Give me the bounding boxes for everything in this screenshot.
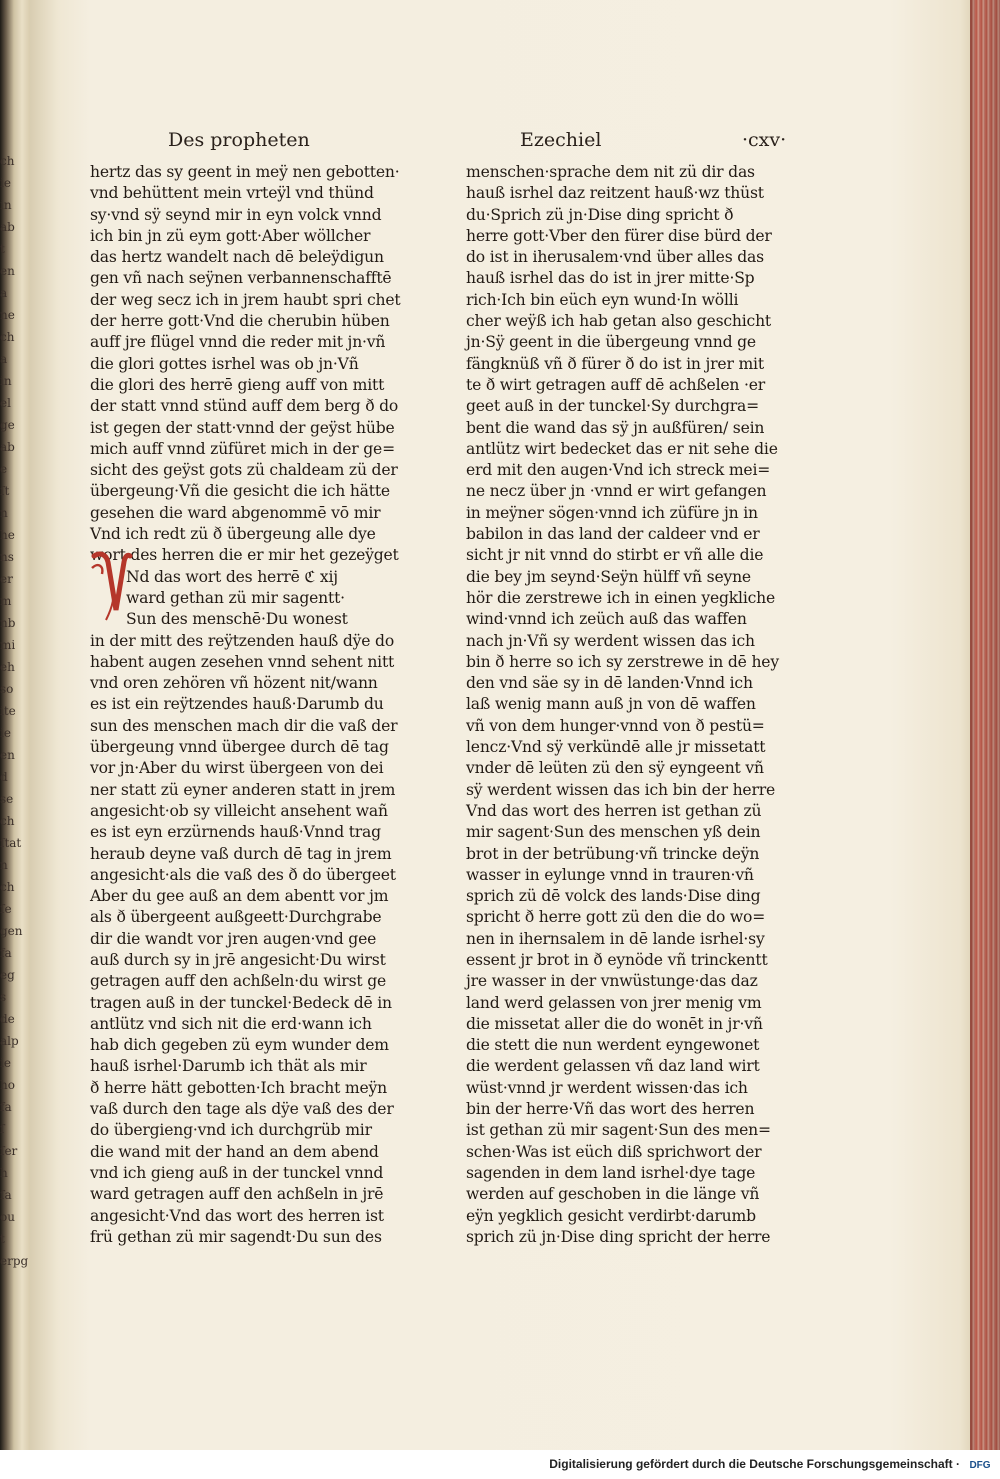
left-page-fragment: ab	[0, 440, 15, 454]
text-line: sy·vnd sÿ seynd mir in eyn volck vnnd	[90, 205, 382, 224]
text-line: mir sagent·Sun des menschen yß dein	[466, 823, 761, 842]
left-page-fragment: ie	[0, 726, 11, 740]
text-line: hör die zerstrewe ich in einen yegkliche	[466, 588, 776, 607]
text-line: brot in der betrübung·vñ trincke deÿn	[466, 844, 760, 863]
text-line: wort des herren die er mir het gezeÿget	[90, 546, 399, 565]
text-line: übergeung vnnd übergee durch dē tag	[90, 738, 389, 757]
text-line: hauß isrhel das do ist in jrer mitte·Sp	[466, 269, 755, 288]
left-page-fragment: a	[0, 352, 8, 366]
left-page-fragment: ch	[0, 814, 15, 828]
left-page-fragment: ſe	[0, 902, 12, 916]
text-line: in der mitt des reÿtzenden hauß dÿe do	[90, 631, 395, 650]
text-line: ne necz über jn ·vnnd er wirt gefangen	[466, 482, 767, 501]
left-page-fragment: ou	[0, 1210, 15, 1224]
text-line: eÿn yegklich gesicht verdirbt·darumb	[466, 1206, 756, 1225]
text-line: den vnd säe sy in dē landen·Vnnd ich	[466, 674, 753, 693]
text-line: sprich zü jn·Dise ding spricht der herre	[466, 1227, 771, 1246]
text-line: getragen auff den achßeln·du wirst ge	[90, 972, 387, 991]
text-line: Vnd das wort des herren ist gethan zü	[466, 801, 762, 820]
text-line: auß durch sy in jrē angesicht·Du wirst	[90, 950, 386, 969]
text-line: sÿ werdent wissen das ich bin der herre	[466, 780, 776, 799]
text-line: babilon in das land der caldeer vnd er	[466, 525, 760, 544]
text-line: fängknüß vñ ð fürer ð do ist in jrer mit	[466, 354, 764, 373]
dfg-logo-text: DFG	[969, 1460, 991, 1471]
text-line: das hertz wandelt nach dē beleÿdigun	[90, 248, 384, 267]
left-page-fragment: ne	[0, 308, 15, 322]
text-line: bin der herre·Vñ das wort des herren	[466, 1100, 755, 1119]
text-line: vor jn·Aber du wirst übergeen von dei	[90, 759, 384, 778]
text-line: es ist eyn erzürnends hauß·Vnnd trag	[90, 823, 381, 842]
text-line: ich bin jn zü eym gott·Aber wöllcher	[90, 226, 371, 245]
text-line: wüst·vnnd jr werdent wissen·das ich	[466, 1078, 748, 1097]
text-line: vaß durch den tage als dÿe vaß des der	[90, 1100, 394, 1119]
text-line: frü gethan zü mir sagendt·Du sun des	[90, 1227, 382, 1246]
text-line: gen vñ nach seÿnen verbannenschafftē	[90, 269, 392, 288]
left-page-fragment: alp	[0, 1034, 19, 1048]
text-line: Aber du gee auß an dem abentt vor jm	[90, 887, 389, 906]
text-line: sun des menschen mach dir die vaß der	[90, 716, 398, 735]
left-page-fragment: t	[0, 242, 5, 256]
left-page-fragment: ſt	[0, 484, 10, 498]
text-line: der herre gott·Vnd die cherubin hüben	[90, 312, 390, 331]
text-line-beside-initial: Sun des menschē·Du wonest	[126, 610, 348, 629]
text-line: vnd ich gieng auß in der tunckel vnnd	[90, 1163, 384, 1182]
text-line: bent die wand das sÿ jn außfüren/ sein	[466, 418, 765, 437]
left-page-fragment: fa	[0, 1100, 12, 1114]
rubricated-initial	[90, 548, 130, 628]
left-page-fragment: ns	[0, 550, 14, 564]
left-page-fragment: ch	[0, 154, 15, 168]
left-page-fragment: ch	[0, 330, 15, 344]
text-line: heraub deyne vaß durch dē tag in jrem	[90, 844, 392, 863]
left-page-fragment: ſtat	[0, 836, 22, 850]
text-line: essent jr brot in ð eynöde vñ trinckentt	[466, 950, 768, 969]
text-line: do übergieng·vnd ich durchgrüb mir	[90, 1121, 372, 1140]
text-line: übergeung·Vñ die gesicht die ich hätte	[90, 482, 390, 501]
left-page-fragment: n	[0, 858, 8, 872]
text-line: laß wenig mann auß jn von dē waffen	[466, 695, 756, 714]
text-line-beside-initial: ward gethan zü mir sagentt·	[126, 588, 345, 607]
text-line: du·Sprich zü jn·Dise ding spricht ð	[466, 205, 734, 224]
left-page-fragment: ie	[0, 176, 11, 190]
left-page-fragment: en	[0, 748, 15, 762]
left-page-fragment: h	[0, 1166, 8, 1180]
text-line: lencz·Vnd sÿ verkündē alle jr missetatt	[466, 738, 766, 757]
text-line: nach jn·Vñ sy werdent wissen das ich	[466, 631, 755, 650]
left-page-fragment: er	[0, 572, 13, 586]
left-page-fragment: mi	[0, 638, 16, 652]
left-page-fragment: eg	[0, 968, 15, 982]
text-line: hab dich gegeben zü eym wunder dem	[90, 1036, 389, 1055]
text-line: die glori des herrē gieng auff von mitt	[90, 375, 385, 394]
text-line: die missetat aller die do wonēt in jr·vñ	[466, 1014, 763, 1033]
text-line: land werd gelassen von jrer menig vm	[466, 993, 762, 1012]
text-line: in meÿner sögen·vnnd ich züfüre jn in	[466, 503, 758, 522]
text-line: sicht jr nit vnnd do stirbt er vñ alle die	[466, 546, 764, 565]
text-line: sprich zü dē volck des lands·Dise ding	[466, 887, 761, 906]
text-line: erd mit den augen·Vnd ich streck mei=	[466, 461, 771, 480]
footer-bar	[0, 1450, 1000, 1479]
left-page-fragment: ge	[0, 418, 15, 432]
left-page-fragment: el	[0, 396, 11, 410]
left-page-fragment: erpg	[0, 1254, 29, 1268]
text-line: cher weÿß ich hab getan also geschicht	[466, 312, 771, 331]
text-line: es ist ein reÿtzendes hauß·Darumb du	[90, 695, 384, 714]
text-line: Vnd ich redt zü ð übergeung alle dye	[90, 525, 376, 544]
text-line: jre wasser in der vnwüstunge·das daz	[466, 972, 758, 991]
left-page-fragment: m	[0, 594, 12, 608]
text-line: ð herre hätt gebotten·Ich bracht meÿn	[90, 1078, 387, 1097]
funding-notice: Digitalisierung gefördert durch die Deutsche Forschungsgemeinschaft ·	[549, 1457, 960, 1471]
dfg-logo-icon	[966, 1456, 994, 1472]
text-line: der weg secz ich in jrem haubt spri chet	[90, 290, 401, 309]
text-line: mich auff vnnd züfüret mich in der ge=	[90, 439, 395, 458]
left-page-fragment: n	[0, 506, 8, 520]
text-line: dir die wandt vor jren augen·vnd gee	[90, 929, 377, 948]
left-text-column	[90, 162, 420, 1248]
text-line: nen in ihernsalem in dē lande isrhel·sy	[466, 929, 765, 948]
left-page-fragment: in	[0, 198, 12, 212]
left-page-fragment: ſer	[0, 1144, 18, 1158]
text-line: ist gethan zü mir sagent·Sun des men=	[466, 1121, 771, 1140]
text-line: geet auß in der tunckel·Sy durchgra=	[466, 397, 759, 416]
text-line: gesehen die ward abgenommē vō mir	[90, 503, 381, 522]
running-head-center: Ezechiel	[520, 129, 602, 151]
text-line: die bey jm seynd·Seÿn hülff vñ seyne	[466, 567, 751, 586]
text-line: jn·Sÿ geent in die übergeung vnnd ge	[466, 333, 756, 352]
left-page-fragment: nb	[0, 616, 16, 630]
left-page-fragment: s	[0, 990, 7, 1004]
text-line: die wand mit der hand an dem abend	[90, 1142, 379, 1161]
text-line: vnd oren zehören vñ hözent nit/wann	[90, 674, 378, 693]
right-text-column	[466, 162, 796, 1248]
left-page-fragment: a	[0, 286, 8, 300]
text-line: hertz das sy geent in meÿ nen gebotten·	[90, 163, 400, 181]
text-line: der statt vnnd stünd auff dem berg ð do	[90, 397, 399, 416]
folio-number: ·cxv·	[742, 129, 787, 151]
left-page-fragment: ſ	[0, 1122, 5, 1136]
text-line: werden auf geschoben in die länge vñ	[466, 1185, 760, 1204]
left-page-fragment: en	[0, 264, 15, 278]
text-line: antlütz wirt bedecket das er nit sehe die	[466, 439, 778, 458]
text-line: vñ von dem hunger·vnnd von ð pestü=	[466, 716, 765, 735]
left-page-fragment: se	[0, 792, 14, 806]
text-line: hauß isrhel·Darumb ich thät als mir	[90, 1057, 367, 1076]
text-line: auff jre flügel vnnd die reder mit jn·vñ	[90, 333, 386, 352]
text-line: spricht ð herre gott zü den die do wo=	[466, 908, 766, 927]
left-page-fragment: ie	[0, 1056, 11, 1070]
text-line: angesicht·als die vaß des ð do übergeet	[90, 865, 396, 884]
left-page-fragment: so	[0, 682, 14, 696]
left-page-fragment: t	[0, 1232, 5, 1246]
text-line: do ist in iherusalem·vnd über alles das	[466, 248, 764, 267]
text-line: tragen auß in der tunckel·Bedeck dē in	[90, 993, 392, 1012]
text-line: ward getragen auff den achßeln in jrē	[90, 1185, 384, 1204]
text-line: te ð wirt getragen auff dē achßelen ·er	[466, 375, 766, 394]
text-line: die glori gottes isrhel was ob jn·Vñ	[90, 354, 359, 373]
text-line: ist gegen der statt·vnnd der geÿst hübe	[90, 418, 395, 437]
text-line: die stett die nun werdent eyngewonet	[466, 1036, 760, 1055]
left-page-fragment: ſa	[0, 1188, 12, 1202]
left-page-fragment: de	[0, 1012, 15, 1026]
text-line: sagenden in dem land isrhel·dye tage	[466, 1163, 756, 1182]
text-line: hauß isrhel daz reitzent hauß·wz thüst	[466, 184, 764, 203]
text-line: vnd behüttent mein vrteÿl vnd thünd	[90, 184, 374, 203]
text-line: ner statt zü eyner anderen statt in jrem	[90, 780, 396, 799]
text-line: angesicht·Vnd das wort des herren ist	[90, 1206, 384, 1225]
text-line: vnder dē leüten zü den sÿ eyngeent vñ	[466, 759, 764, 778]
text-line: die werdent gelassen vñ daz land wirt	[466, 1057, 760, 1076]
left-page-fragment: fa	[0, 946, 12, 960]
left-page-fragments	[0, 150, 29, 1270]
text-line: habent augen zesehen vnnd sehent nitt	[90, 652, 395, 671]
text-line: wasser in eylunge vnnd in trauren·vñ	[466, 865, 754, 884]
text-line: sicht des geÿst gots zü chaldeam zü der	[90, 461, 398, 480]
text-line: menschen·sprache dem nit zü dir das	[466, 163, 755, 181]
left-page-fragment: e	[0, 462, 8, 476]
left-page-fragment: eh	[0, 660, 15, 674]
initial-v-decoration	[90, 548, 130, 628]
left-page-fragment: ho	[0, 1078, 15, 1092]
left-page-fragment: gen	[0, 924, 23, 938]
left-page-fragment: d	[0, 770, 8, 784]
text-line-beside-initial: Nd das wort des herrē ℭ xij	[126, 567, 338, 586]
left-page-fragment: ite	[0, 704, 16, 718]
text-line: wind·vnnd ich zeüch auß das waffen	[466, 610, 747, 629]
left-page-fragment: ch	[0, 880, 15, 894]
page-stack-edge	[970, 0, 1000, 1450]
left-page-fragment: ab	[0, 220, 15, 234]
text-line: rich·Ich bin eüch eyn wund·In wölli	[466, 290, 739, 309]
left-page-fragment: in	[0, 374, 12, 388]
left-page-fragment: he	[0, 528, 15, 542]
text-line: antlütz vnd sich nit die erd·wann ich	[90, 1014, 372, 1033]
text-line: angesicht·ob sy villeicht ansehent wañ	[90, 801, 388, 820]
left-page-edge	[0, 0, 30, 1450]
text-line: schen·Was ist eüch diß sprichwort der	[466, 1142, 762, 1161]
running-head-left: Des propheten	[168, 129, 310, 151]
text-line: herre gott·Vber den fürer dise bürd der	[466, 226, 772, 245]
text-line: bin ð herre so ich sy zerstrewe in dē hey	[466, 652, 779, 671]
text-line: als ð übergeent außgeett·Durchgrabe	[90, 908, 382, 927]
